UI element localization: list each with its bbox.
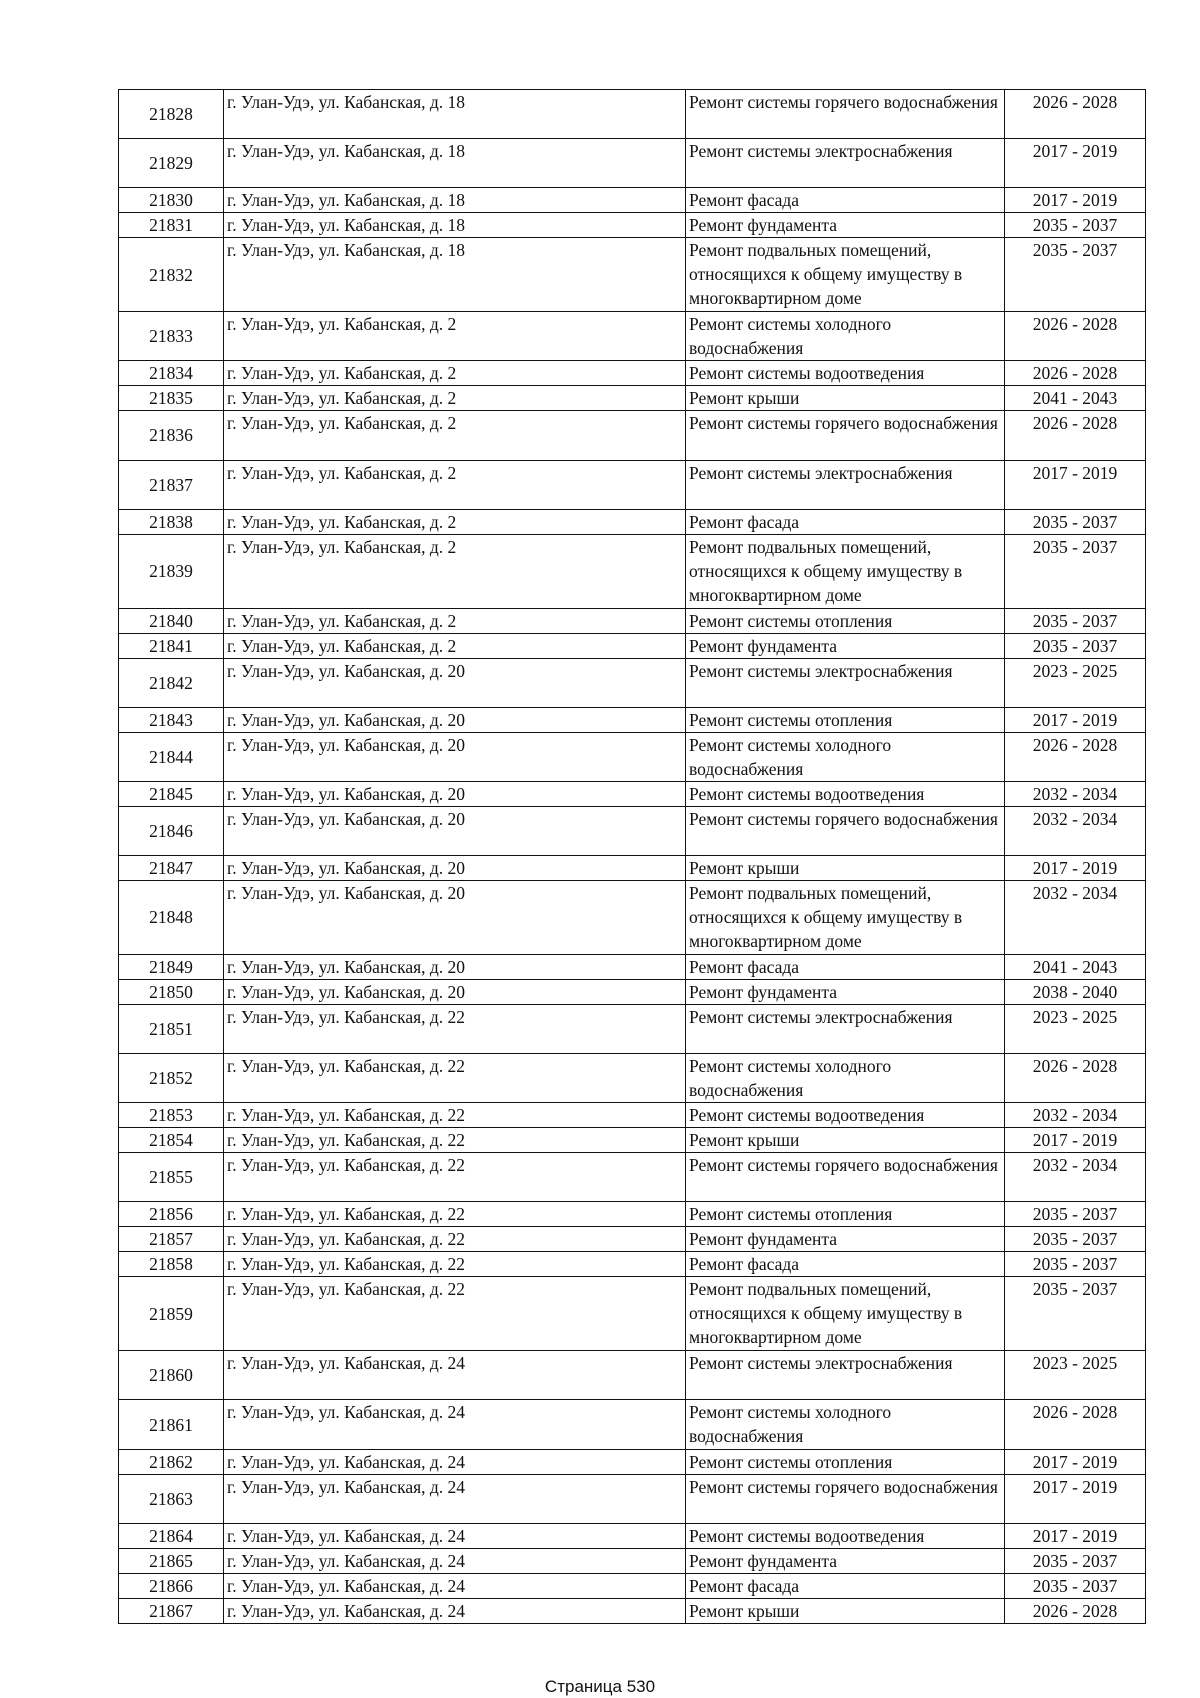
table-row	[119, 312, 1146, 361]
row-number: 21847	[119, 856, 224, 881]
row-period: 2017 - 2019	[1005, 1449, 1146, 1474]
table-row	[119, 633, 1146, 658]
row-period: 2017 - 2019	[1005, 1523, 1146, 1548]
row-address: г. Улан-Удэ, ул. Кабанская, д. 20	[224, 707, 686, 732]
row-work-type: Ремонт крыши	[686, 386, 1005, 411]
row-work-type: Ремонт подвальных помещений, относящихся к общему имуществу в многоквартирном доме	[686, 1277, 1005, 1351]
row-address: г. Улан-Удэ, ул. Кабанская, д. 18	[224, 90, 686, 139]
row-number: 21853	[119, 1103, 224, 1128]
row-period: 2017 - 2019	[1005, 1128, 1146, 1153]
row-work-type: Ремонт системы электроснабжения	[686, 658, 1005, 707]
row-address: г. Улан-Удэ, ул. Кабанская, д. 20	[224, 781, 686, 806]
row-number: 21862	[119, 1449, 224, 1474]
row-period: 2026 - 2028	[1005, 411, 1146, 460]
row-address: г. Улан-Удэ, ул. Кабанская, д. 24	[224, 1400, 686, 1449]
row-period: 2035 - 2037	[1005, 1548, 1146, 1573]
row-address: г. Улан-Удэ, ул. Кабанская, д. 24	[224, 1474, 686, 1523]
row-work-type: Ремонт системы водоотведения	[686, 361, 1005, 386]
row-address: г. Улан-Удэ, ул. Кабанская, д. 22	[224, 1277, 686, 1351]
row-address: г. Улан-Удэ, ул. Кабанская, д. 24	[224, 1523, 686, 1548]
row-address: г. Улан-Удэ, ул. Кабанская, д. 2	[224, 411, 686, 460]
row-work-type: Ремонт крыши	[686, 1128, 1005, 1153]
row-work-type: Ремонт фундамента	[686, 1548, 1005, 1573]
row-number: 21842	[119, 658, 224, 707]
row-work-type: Ремонт фундамента	[686, 1227, 1005, 1252]
row-period: 2035 - 2037	[1005, 509, 1146, 534]
row-number: 21833	[119, 312, 224, 361]
table-row	[119, 1548, 1146, 1573]
table-row	[119, 1252, 1146, 1277]
row-number: 21832	[119, 238, 224, 312]
row-period: 2017 - 2019	[1005, 856, 1146, 881]
table-row	[119, 1128, 1146, 1153]
row-work-type: Ремонт системы холодного водоснабжения	[686, 1054, 1005, 1103]
row-work-type: Ремонт фасада	[686, 188, 1005, 213]
row-work-type: Ремонт подвальных помещений, относящихся к общему имуществу в многоквартирном доме	[686, 881, 1005, 955]
row-number: 21861	[119, 1400, 224, 1449]
table-row	[119, 238, 1146, 312]
row-period: 2017 - 2019	[1005, 139, 1146, 188]
row-address: г. Улан-Удэ, ул. Кабанская, д. 2	[224, 608, 686, 633]
row-address: г. Улан-Удэ, ул. Кабанская, д. 2	[224, 633, 686, 658]
row-work-type: Ремонт системы отопления	[686, 608, 1005, 633]
row-address: г. Улан-Удэ, ул. Кабанская, д. 20	[224, 732, 686, 781]
row-address: г. Улан-Удэ, ул. Кабанская, д. 22	[224, 1202, 686, 1227]
row-number: 21837	[119, 460, 224, 509]
row-period: 2026 - 2028	[1005, 1598, 1146, 1623]
row-period: 2017 - 2019	[1005, 1474, 1146, 1523]
row-address: г. Улан-Удэ, ул. Кабанская, д. 22	[224, 1004, 686, 1053]
table-row	[119, 1474, 1146, 1523]
row-number: 21838	[119, 509, 224, 534]
row-number: 21850	[119, 979, 224, 1004]
row-period: 2017 - 2019	[1005, 460, 1146, 509]
table-row	[119, 534, 1146, 608]
row-period: 2026 - 2028	[1005, 1054, 1146, 1103]
row-work-type: Ремонт системы отопления	[686, 1202, 1005, 1227]
table-row	[119, 460, 1146, 509]
row-period: 2032 - 2034	[1005, 781, 1146, 806]
row-period: 2041 - 2043	[1005, 386, 1146, 411]
table-row	[119, 1400, 1146, 1449]
page-number: Страница 530	[544, 1677, 656, 1696]
row-number: 21865	[119, 1548, 224, 1573]
row-address: г. Улан-Удэ, ул. Кабанская, д. 22	[224, 1054, 686, 1103]
row-number: 21864	[119, 1523, 224, 1548]
table-row	[119, 732, 1146, 781]
row-address: г. Улан-Удэ, ул. Кабанская, д. 2	[224, 509, 686, 534]
table-row	[119, 213, 1146, 238]
row-work-type: Ремонт системы электроснабжения	[686, 1004, 1005, 1053]
row-number: 21857	[119, 1227, 224, 1252]
row-number: 21845	[119, 781, 224, 806]
table-row	[119, 1054, 1146, 1103]
row-address: г. Улан-Удэ, ул. Кабанская, д. 22	[224, 1252, 686, 1277]
table-row	[119, 1523, 1146, 1548]
row-work-type: Ремонт системы горячего водоснабжения	[686, 1153, 1005, 1202]
row-period: 2035 - 2037	[1005, 1227, 1146, 1252]
row-work-type: Ремонт фасада	[686, 509, 1005, 534]
row-address: г. Улан-Удэ, ул. Кабанская, д. 24	[224, 1598, 686, 1623]
table-row	[119, 1277, 1146, 1351]
table-row	[119, 1573, 1146, 1598]
row-work-type: Ремонт системы горячего водоснабжения	[686, 90, 1005, 139]
row-work-type: Ремонт системы горячего водоснабжения	[686, 806, 1005, 855]
row-period: 2023 - 2025	[1005, 1351, 1146, 1400]
row-work-type: Ремонт системы отопления	[686, 1449, 1005, 1474]
row-address: г. Улан-Удэ, ул. Кабанская, д. 20	[224, 881, 686, 955]
row-address: г. Улан-Удэ, ул. Кабанская, д. 2	[224, 312, 686, 361]
row-address: г. Улан-Удэ, ул. Кабанская, д. 2	[224, 460, 686, 509]
row-number: 21839	[119, 534, 224, 608]
row-address: г. Улан-Удэ, ул. Кабанская, д. 20	[224, 856, 686, 881]
row-work-type: Ремонт системы горячего водоснабжения	[686, 1474, 1005, 1523]
row-number: 21866	[119, 1573, 224, 1598]
row-period: 2035 - 2037	[1005, 608, 1146, 633]
repair-schedule-table	[118, 89, 1146, 1624]
table-row	[119, 1004, 1146, 1053]
row-period: 2035 - 2037	[1005, 238, 1146, 312]
row-number: 21830	[119, 188, 224, 213]
row-address: г. Улан-Удэ, ул. Кабанская, д. 24	[224, 1449, 686, 1474]
row-period: 2026 - 2028	[1005, 90, 1146, 139]
row-work-type: Ремонт системы электроснабжения	[686, 460, 1005, 509]
table-row	[119, 139, 1146, 188]
row-address: г. Улан-Удэ, ул. Кабанская, д. 18	[224, 213, 686, 238]
table-row	[119, 188, 1146, 213]
row-work-type: Ремонт крыши	[686, 1598, 1005, 1623]
row-number: 21859	[119, 1277, 224, 1351]
row-work-type: Ремонт фасада	[686, 1573, 1005, 1598]
row-work-type: Ремонт системы водоотведения	[686, 1103, 1005, 1128]
table-row	[119, 979, 1146, 1004]
row-work-type: Ремонт системы холодного водоснабжения	[686, 1400, 1005, 1449]
table-row	[119, 608, 1146, 633]
table-row	[119, 1103, 1146, 1128]
table-row	[119, 361, 1146, 386]
table-row	[119, 90, 1146, 139]
row-address: г. Улан-Удэ, ул. Кабанская, д. 18	[224, 139, 686, 188]
row-work-type: Ремонт системы электроснабжения	[686, 1351, 1005, 1400]
row-period: 2017 - 2019	[1005, 707, 1146, 732]
row-work-type: Ремонт фасада	[686, 954, 1005, 979]
row-number: 21856	[119, 1202, 224, 1227]
row-number: 21851	[119, 1004, 224, 1053]
row-address: г. Улан-Удэ, ул. Кабанская, д. 20	[224, 658, 686, 707]
table-body	[119, 90, 1146, 1624]
table-row	[119, 806, 1146, 855]
row-number: 21849	[119, 954, 224, 979]
row-address: г. Улан-Удэ, ул. Кабанская, д. 20	[224, 979, 686, 1004]
table-row	[119, 856, 1146, 881]
row-number: 21834	[119, 361, 224, 386]
row-period: 2035 - 2037	[1005, 1573, 1146, 1598]
row-number: 21844	[119, 732, 224, 781]
row-period: 2032 - 2034	[1005, 881, 1146, 955]
row-work-type: Ремонт фундамента	[686, 633, 1005, 658]
row-address: г. Улан-Удэ, ул. Кабанская, д. 2	[224, 361, 686, 386]
table-row	[119, 509, 1146, 534]
table-row	[119, 658, 1146, 707]
row-number: 21867	[119, 1598, 224, 1623]
row-number: 21835	[119, 386, 224, 411]
table-row	[119, 386, 1146, 411]
row-period: 2032 - 2034	[1005, 1103, 1146, 1128]
row-number: 21831	[119, 213, 224, 238]
row-address: г. Улан-Удэ, ул. Кабанская, д. 18	[224, 238, 686, 312]
row-number: 21840	[119, 608, 224, 633]
row-work-type: Ремонт системы электроснабжения	[686, 139, 1005, 188]
table-row	[119, 1598, 1146, 1623]
row-work-type: Ремонт системы отопления	[686, 707, 1005, 732]
row-number: 21848	[119, 881, 224, 955]
row-address: г. Улан-Удэ, ул. Кабанская, д. 22	[224, 1153, 686, 1202]
row-number: 21852	[119, 1054, 224, 1103]
row-address: г. Улан-Удэ, ул. Кабанская, д. 20	[224, 954, 686, 979]
row-work-type: Ремонт системы холодного водоснабжения	[686, 312, 1005, 361]
row-period: 2035 - 2037	[1005, 213, 1146, 238]
row-period: 2026 - 2028	[1005, 732, 1146, 781]
row-work-type: Ремонт системы горячего водоснабжения	[686, 411, 1005, 460]
row-work-type: Ремонт подвальных помещений, относящихся к общему имуществу в многоквартирном доме	[686, 534, 1005, 608]
row-number: 21836	[119, 411, 224, 460]
row-work-type: Ремонт фундамента	[686, 213, 1005, 238]
row-address: г. Улан-Удэ, ул. Кабанская, д. 2	[224, 386, 686, 411]
table-row	[119, 781, 1146, 806]
row-period: 2017 - 2019	[1005, 188, 1146, 213]
row-period: 2026 - 2028	[1005, 1400, 1146, 1449]
row-address: г. Улан-Удэ, ул. Кабанская, д. 20	[224, 806, 686, 855]
table-row	[119, 881, 1146, 955]
row-work-type: Ремонт крыши	[686, 856, 1005, 881]
row-period: 2035 - 2037	[1005, 534, 1146, 608]
row-work-type: Ремонт подвальных помещений, относящихся к общему имуществу в многоквартирном доме	[686, 238, 1005, 312]
row-period: 2035 - 2037	[1005, 633, 1146, 658]
row-period: 2032 - 2034	[1005, 806, 1146, 855]
table-row	[119, 1351, 1146, 1400]
row-address: г. Улан-Удэ, ул. Кабанская, д. 22	[224, 1128, 686, 1153]
row-work-type: Ремонт системы водоотведения	[686, 781, 1005, 806]
row-number: 21854	[119, 1128, 224, 1153]
row-number: 21863	[119, 1474, 224, 1523]
row-work-type: Ремонт системы водоотведения	[686, 1523, 1005, 1548]
row-work-type: Ремонт системы холодного водоснабжения	[686, 732, 1005, 781]
row-period: 2026 - 2028	[1005, 361, 1146, 386]
row-period: 2041 - 2043	[1005, 954, 1146, 979]
row-period: 2035 - 2037	[1005, 1202, 1146, 1227]
row-period: 2023 - 2025	[1005, 1004, 1146, 1053]
table-row	[119, 1202, 1146, 1227]
row-number: 21829	[119, 139, 224, 188]
table-row	[119, 707, 1146, 732]
table-row	[119, 1449, 1146, 1474]
row-period: 2026 - 2028	[1005, 312, 1146, 361]
row-number: 21858	[119, 1252, 224, 1277]
table-row	[119, 1153, 1146, 1202]
table-row	[119, 411, 1146, 460]
row-number: 21846	[119, 806, 224, 855]
row-address: г. Улан-Удэ, ул. Кабанская, д. 24	[224, 1573, 686, 1598]
row-period: 2035 - 2037	[1005, 1252, 1146, 1277]
row-number: 21860	[119, 1351, 224, 1400]
table-row	[119, 1227, 1146, 1252]
row-period: 2032 - 2034	[1005, 1153, 1146, 1202]
row-period: 2035 - 2037	[1005, 1277, 1146, 1351]
row-address: г. Улан-Удэ, ул. Кабанская, д. 18	[224, 188, 686, 213]
row-address: г. Улан-Удэ, ул. Кабанская, д. 2	[224, 534, 686, 608]
row-work-type: Ремонт фасада	[686, 1252, 1005, 1277]
row-address: г. Улан-Удэ, ул. Кабанская, д. 22	[224, 1227, 686, 1252]
row-number: 21841	[119, 633, 224, 658]
row-number: 21843	[119, 707, 224, 732]
row-address: г. Улан-Удэ, ул. Кабанская, д. 22	[224, 1103, 686, 1128]
row-address: г. Улан-Удэ, ул. Кабанская, д. 24	[224, 1548, 686, 1573]
row-address: г. Улан-Удэ, ул. Кабанская, д. 24	[224, 1351, 686, 1400]
row-number: 21828	[119, 90, 224, 139]
row-period: 2023 - 2025	[1005, 658, 1146, 707]
row-period: 2038 - 2040	[1005, 979, 1146, 1004]
table-row	[119, 954, 1146, 979]
row-work-type: Ремонт фундамента	[686, 979, 1005, 1004]
row-number: 21855	[119, 1153, 224, 1202]
